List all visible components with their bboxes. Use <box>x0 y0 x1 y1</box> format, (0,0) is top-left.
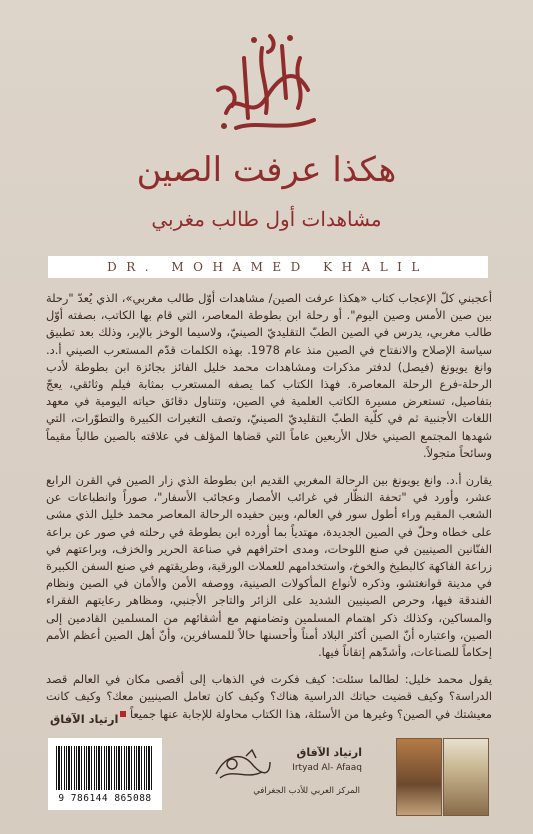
series-name: ارتياد الآفاق <box>50 712 119 726</box>
author-name: DR. MOHAMED KHALIL <box>107 260 429 274</box>
blurb-paragraph-2: يقارن أ.د. وانغ يويونغ بين الرحالة المغربي القديم ابن بطوطة الذي زار الصين في القرن الرابع عشر، وأورد في "تحفة النظّار في غرائب الأمصار وعجائب الأسفار"، صوراً وانطباعات عن الشعب المقيم وراء أطول سور في العالم، وبين حفيده الرحالة المعاصر محمد خليل الذي مشى على خطاه وحلّ في الصين الجديدة، مهتدياً بما أورده ابن بطوطة في رحلته في صور عن براعة الفنّانين الصينيين في صنع اللوحات، ومدى احترافهم في صناعة الحرير والخزف، وبراعتهم في زراعة الفاكهة كالبطيخ والخوخ، واستخدامهم للعملات الورقية، وطريقتهم في صنع السفن الكبيرة في مدينة قوانغتشو، وذكره لأنواع المأكولات الصينية، ووصفه الأمن والأمان في الصين ونظام الفندقة فيها، وحرص الصينيين الشديد على الزائر والتاجر الأجنبي، ومظاهر رعايتهم الفقراء والمساكين، وكذلك ذكر اهتمام المسلمين وتضامنهم مع أشقائهم من المسلمين القادمين إلى الصين، واعتباره أنّ الصين أكثر البلاد أمناً وأحسنها حالاً للمسافرين، وأنّ أهل الصين أعظم الأمم إحكاماً للصناعات، وأشدّهم إتقاناً فيها. <box>46 473 492 660</box>
book-title: هكذا عرفت الصين <box>136 150 397 190</box>
author-band <box>48 256 488 278</box>
publisher-name-arabic: ارتياد الآفاق <box>296 746 362 759</box>
publisher-logo-icon <box>212 746 274 784</box>
blurb-text <box>46 290 492 733</box>
publisher-name-english: Irtyad Al- Afaaq <box>292 763 362 773</box>
calligraphy-logo <box>196 28 336 138</box>
book-thumbnail <box>396 738 442 816</box>
publisher-center: المركز العربي للأدب الجغرافي <box>253 786 360 796</box>
blurb-paragraph-1: أعجبني كلّ الإعجاب كتاب «هكذا عرفت الصين/ مشاهدات أوّل طالب مغربي»، الذي يُعدّ "رحلة بين صين الأمس وصين اليوم". أو رحلة ابن بطوطة المعاصر، التي قام بها الكاتب، بصفته أوّل طالب مغربي، يدرس في الصين الطبّ التقليديّ الصينيّ، ولاسيما الوخز بالإبر، وذلك بعد تطبيق سياسة الإصلاح والانفتاح في الصين منذ عام 1978. بهذه الكلمات قدّم المستعرب الصيني أ.د. وانغ يويونغ (فيصل) لدفتر مذكرات ومشاهدات محمد خليل الفائز بجائزة ابن بطوطة لأدب الرحلة-فرع الرحلة المعاصرة. فهذا الكتاب كما يصفه المستعرب بمثابة فيلم وثائقي، يعجّ بتفاصيل، تستعرض مسيرة الكاتب العلمية في الصين، وتتناول دقائق حياته اليومية في معهد اللغات الأجنبية ثم في كلّية الطبّ التقليديّ الصينيّ، وتصف التغيرات الكبيرة والتطوّرات، التي شهدها المجتمع الصيني خلال الأربعين عاماً التي قضاها المؤلف في علاقته بالصين طالباً مقيماً وسائحاً متجولاً. <box>46 291 492 460</box>
barcode-bars-icon <box>56 746 154 790</box>
publisher-block <box>212 744 362 816</box>
book-thumbnail <box>443 738 489 816</box>
end-square-icon <box>120 711 126 717</box>
barcode <box>48 738 162 810</box>
book-thumbnails <box>396 738 488 814</box>
book-subtitle: مشاهدات أول طالب مغربي <box>151 207 382 231</box>
isbn-number: 9 786144 865088 <box>58 793 152 804</box>
blurb-paragraph-3-text: يقول محمد خليل: لطالما سئلت: كيف فكرت في الذهاب إلى أقصى مكان في العالم قصد الدراسة؟ وكيف قضيت حياتك الدراسية هناك؟ وكيف كان تعامل الصينيين معك؟ وكيف كانت معيشتك في الصين؟ وغيرها من الأسئلة، هذا الكتاب محاولة للإجابة عنها جميعاً <box>46 672 492 721</box>
